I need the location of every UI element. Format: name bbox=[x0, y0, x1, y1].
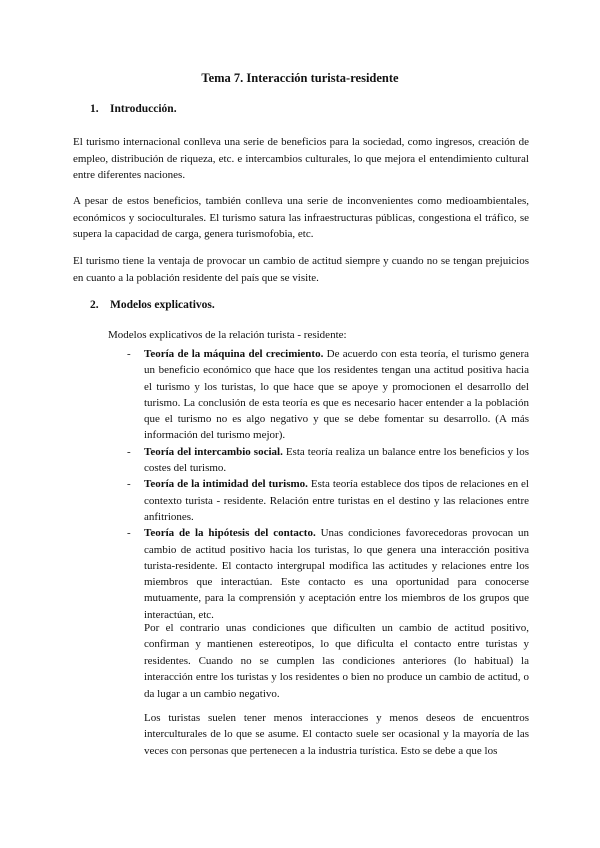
models-intro: Modelos explicativos de la relación turista - residente: bbox=[108, 329, 347, 341]
list-item bbox=[127, 476, 529, 525]
paragraph: El turismo internacional conlleva una serie de beneficios para la sociedad, como ingresos, creación de empleo, distribución de riqueza, etc. e intercambios culturales, lo que mejora el entendimiento cultural entre diferentes naciones. bbox=[73, 136, 529, 181]
theory-text: Unas condiciones favorecedoras provocan un cambio de actitud positivo hacia los turistas, lo que genera una interacción positiva turista-residente. El contacto intergrupal modifica las actitudes y relaciones entre los miembros que interactúan. Este contacto es una oportunidad para conocerse mutuamente, para la comprensión y aceptación entre los miembros de los grupos que interactúan, etc. bbox=[144, 527, 529, 621]
document-title: Tema 7. Interacción turista-residente bbox=[201, 71, 399, 85]
section-title: Introducción. bbox=[110, 103, 177, 115]
section-title: Modelos explicativos. bbox=[110, 299, 215, 311]
paragraph: Por el contrario unas condiciones que dificulten un cambio de actitud positivo, confirman y mantienen estereotipos, lo que dificulta el contacto entre turistas y residentes. Cuando no se cumplen las condiciones anteriores (lo habitual) la interacción entre los turistas y los residentes o bien no produce un cambio de actitud, o da lugar a un cambio negativo. bbox=[144, 622, 529, 700]
paragraph: El turismo tiene la ventaja de provocar un cambio de actitud siempre y cuando no se tengan prejuicios en cuanto a la población residente del país que se visite. bbox=[73, 255, 529, 284]
section-number: 2. bbox=[90, 299, 99, 311]
theory-list bbox=[127, 346, 529, 623]
theory-term: Teoría de la intimidad del turismo. bbox=[144, 478, 308, 491]
dash-marker: - bbox=[127, 478, 131, 491]
list-item bbox=[127, 525, 529, 623]
theory-text: Esta teoría establece dos tipos de relaciones en el contexto turista - residente. Relación entre turistas en el destino y las relaciones entre anfitriones. bbox=[144, 478, 529, 523]
dash-marker: - bbox=[127, 445, 131, 458]
dash-marker: - bbox=[127, 348, 131, 360]
list-item bbox=[127, 346, 529, 444]
section-heading-introduccion bbox=[90, 103, 177, 115]
theory-term: Teoría de la máquina del crecimiento. bbox=[144, 348, 324, 360]
theory-text: De acuerdo con esta teoría, el turismo genera un beneficio económico que hace que los residentes tengan una actitud positiva hacia el turismo y los turistas, lo que hace que se apoye y promocionen el desarrollo del turismo. La conclusión de esta teoría es que es necesario hacer entender a la población que el turismo no es algo negativo y que se debe fomentar su desarrollo. (A más información del turismo mejor). bbox=[144, 348, 529, 442]
list-item bbox=[127, 444, 529, 477]
dash-marker: - bbox=[127, 527, 131, 540]
paragraph: A pesar de estos beneficios, también conlleva una serie de inconvenientes como medioambientales, económicos y socioculturales. El turismo satura las infraestructuras públicas, congestiona el tráfico, se supera la capacidad de carga, genera turismofobia, etc. bbox=[73, 195, 529, 240]
theory-term: Teoría de la hipótesis del contacto. bbox=[144, 527, 316, 540]
theory-term: Teoría del intercambio social. bbox=[144, 445, 283, 458]
section-number: 1. bbox=[90, 103, 99, 115]
theory-text: Esta teoría realiza un balance entre los beneficios y los costes del turismo. bbox=[144, 445, 530, 475]
paragraph: Los turistas suelen tener menos interacciones y menos deseos de encuentros interculturales de lo que se asume. El contacto suele ser ocasional y la mayoría de las veces con personas que pertenecen a la industria turística. Esto se debe a que los bbox=[144, 712, 529, 757]
section-heading-modelos bbox=[90, 299, 215, 311]
